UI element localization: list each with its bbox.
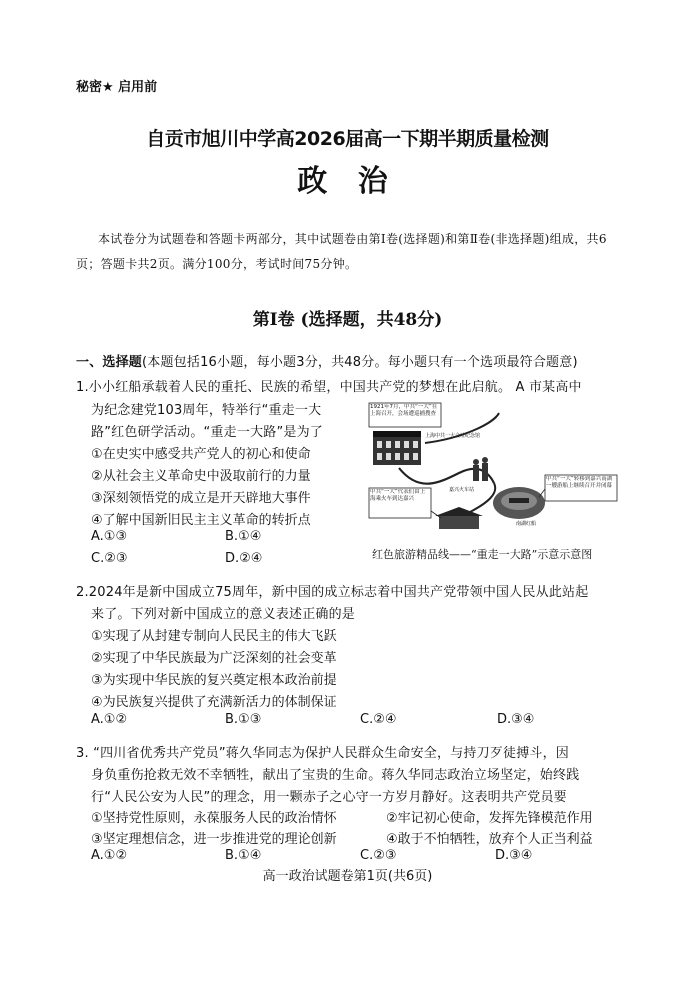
route-line <box>399 468 494 484</box>
station-building-icon <box>435 507 483 529</box>
figure-box2-text: 中共“一大”转移到嘉兴南湖一艘游船上继续召开并闭幕 <box>546 476 613 489</box>
figure-label-station: 嘉兴火车站 <box>449 487 475 493</box>
q3-stem-line2: 身负重伤抢救无效不幸牺牲，献出了宝贵的生命。蒋久华同志政治立场坚定，始终践 <box>91 768 580 783</box>
q2-option-d[interactable]: D.③④ <box>497 712 535 727</box>
exam-instructions: 本试卷分为试题卷和答题卡两部分，其中试题卷由第Ⅰ卷(选择题)和第Ⅱ卷(非选择题)组成，共6页；答题卡共2页。满分100分，考试时间75分钟。 <box>76 232 607 271</box>
q1-item-4: ④了解中国新旧民主主义革命的转折点 <box>91 513 311 528</box>
q1-option-c[interactable]: C.②③ <box>91 551 128 566</box>
exam-title: 自贡市旭川中学高2026届高一下期半期质量检测 <box>146 128 549 150</box>
figure-caption: 红色旅游精品线——“重走一大路”示意示意图 <box>372 548 593 561</box>
q3-option-b[interactable]: B.①④ <box>225 848 262 863</box>
q3-item-2: ②牢记初心使命，发挥先锋模范作用 <box>386 811 593 826</box>
q1-stem-line1: 1.小小红船承载着人民的重托、民族的希望，中国共产党的梦想在此启航。 A 市某高中 <box>76 380 582 395</box>
q1-stem-line2: 为纪念建党103周年，特举行“重走一大 <box>91 403 322 418</box>
q1-option-b[interactable]: B.①④ <box>225 529 262 544</box>
subject-title: 政 治 <box>297 164 398 199</box>
red-boat-icon <box>493 487 545 519</box>
memorial-building-icon <box>373 431 421 465</box>
figure-box1-text: 1921年7月，中共“一大”在上海召开，会场遭巡捕搜查 <box>370 404 438 417</box>
q2-option-a[interactable]: A.①② <box>91 712 128 727</box>
q2-item-1: ①实现了从封建专制向人民民主的伟大飞跃 <box>91 629 337 644</box>
q3-option-c[interactable]: C.②③ <box>360 848 397 863</box>
figure-box3-text: 中共“一大”代表们由上海乘火车到达嘉兴 <box>370 489 426 502</box>
q2-item-4: ④为民族复兴提供了充满新活力的体制保证 <box>91 695 337 710</box>
confidential-label: 秘密★ 启用前 <box>76 80 158 95</box>
q2-option-c[interactable]: C.②④ <box>360 712 397 727</box>
q3-item-3: ③坚定理想信念，进一步推进党的理论创新 <box>91 832 337 847</box>
q1-stem-line3: 路”红色研学活动。“重走一大路”是为了 <box>91 425 324 440</box>
q1-option-a[interactable]: A.①③ <box>91 529 128 544</box>
section-desc: (本题包括16小题，每小题3分，共48分。每小题只有一个选项最符合题意) <box>142 355 578 370</box>
q3-item-1: ①坚持党性原则，永葆服务人民的政治情怀 <box>91 811 337 826</box>
q3-option-d[interactable]: D.③④ <box>495 848 533 863</box>
figure-label-boat: 南湖红船 <box>516 521 537 527</box>
q3-option-a[interactable]: A.①② <box>91 848 128 863</box>
q3-stem-line3: 行“人民公安为人民”的理念，用一颗赤子之心守一方岁月静好。这表明共产党员要 <box>91 790 567 805</box>
q2-stem-line1: 2.2024年是新中国成立75周年，新中国的成立标志着中国共产党带领中国人民从此站起 <box>76 585 589 600</box>
section-label: 一、选择题 <box>76 355 143 370</box>
q3-stem-line1: 3. “四川省优秀共产党员”蒋久华同志为保护人民群众生命安全，与持刀歹徒搏斗，因 <box>76 746 570 761</box>
section-heading <box>76 351 578 370</box>
part1-title: 第Ⅰ卷 (选择题，共48分) <box>252 310 443 330</box>
q1-item-3: ③深刻领悟党的成立是开天辟地大事件 <box>91 491 311 506</box>
page-footer: 高一政治试题卷第1页(共6页) <box>262 869 433 884</box>
q2-stem-line2: 来了。下列对新中国成立的意义表述正确的是 <box>91 607 356 622</box>
q1-item-2: ②从社会主义革命史中汲取前行的力量 <box>91 469 311 484</box>
q2-option-b[interactable]: B.①③ <box>225 712 262 727</box>
q1-item-1: ①在史实中感受共产党人的初心和使命 <box>91 447 311 462</box>
q2-item-2: ②实现了中华民族最为广泛深刻的社会变革 <box>91 651 337 666</box>
q3-item-4: ④敢于不怕牺牲，放弃个人正当利益 <box>386 832 593 847</box>
q1-option-d[interactable]: D.②④ <box>225 551 263 566</box>
figure-label-hall: 上海中共一大会址纪念馆 <box>425 433 481 439</box>
q2-item-3: ③为实现中华民族的复兴奠定根本政治前提 <box>91 673 337 688</box>
q1-route-map-figure <box>368 402 620 542</box>
